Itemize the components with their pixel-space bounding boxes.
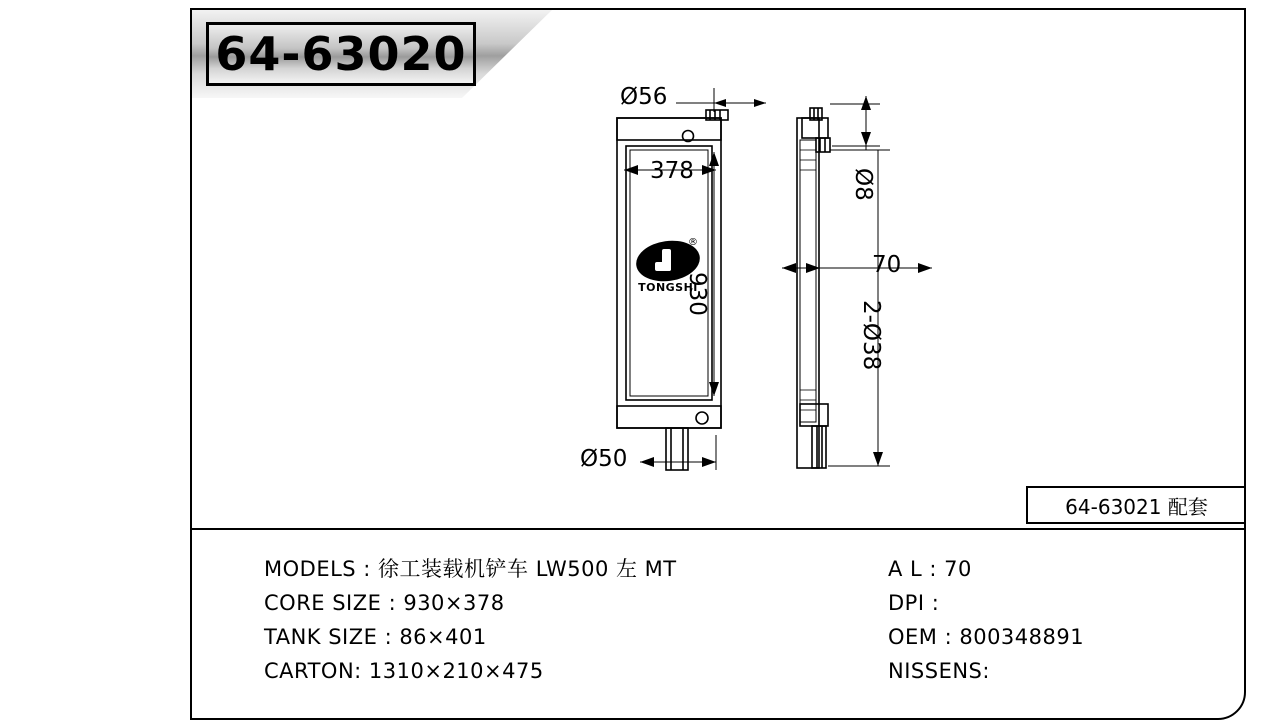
side-bottom-fitting [800,404,828,426]
info-panel-divider [191,528,1245,530]
logo-wordmark: TONGSHI [638,281,698,294]
front-view-top-tank [617,118,721,140]
spec-row-models: MODELS : 徐工装载机铲车 LW500 左 MT [264,557,677,581]
dim-label-side-ports: 2-Ø38 [858,300,884,371]
dim-label-core-height: 930 [684,272,710,316]
side-top-fitting [802,118,828,138]
dim-label-core-width: 378 [650,158,694,184]
spec-row-oem: OEM : 800348891 [888,625,1085,649]
spec-row-dpi: DPI : [888,591,940,615]
dim-label-side-depth: 70 [872,252,902,278]
dim-label-side-small: Ø8 [850,168,876,201]
companion-part-box [1026,486,1245,524]
spec-list-right [888,552,1218,688]
brand-logo [636,237,700,301]
bottom-mounting-hole [696,412,708,424]
side-upper-port [816,138,830,152]
registered-mark: ® [688,237,698,248]
spec-row-nissens: NISSENS: [888,659,990,683]
companion-part-label: 64-63021 配套 [1065,494,1208,519]
spec-row-tank-size: TANK SIZE : 86×401 [264,625,487,649]
bottom-outlet-pipe [666,428,688,470]
dim-label-bottom-outlet: Ø50 [580,446,628,472]
spec-row-al: A L : 70 [888,557,972,581]
dim-label-top-inlet: Ø56 [620,84,668,110]
front-view-bottom-tank [617,406,721,428]
part-number-text: 64-63020 [215,27,467,81]
spec-list-left [264,552,864,688]
spec-row-core-size: CORE SIZE : 930×378 [264,591,505,615]
side-view-core [800,140,816,422]
logo-hook-icon [662,249,671,271]
spec-row-carton: CARTON: 1310×210×475 [264,659,544,683]
